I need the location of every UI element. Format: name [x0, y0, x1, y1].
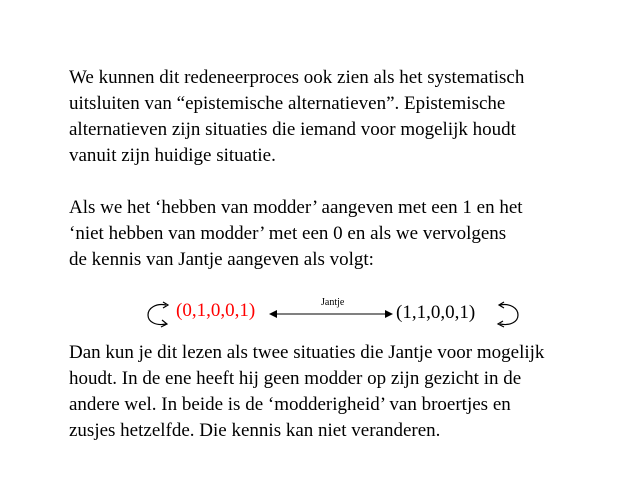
- text-line: de kennis van Jantje aangeven als volgt:: [69, 249, 374, 270]
- paragraph-interpretation: [69, 340, 629, 444]
- diagram-graphics: [0, 288, 640, 338]
- left-reflexive-loop-icon: [148, 302, 168, 327]
- text-line: houdt. In de ene heeft hij geen modder op zijn gezicht in de: [69, 368, 522, 389]
- text-line: zusjes hetzelfde. Die kennis kan niet veranderen.: [69, 420, 441, 441]
- state-right: (1,1,0,0,1): [396, 302, 476, 323]
- paragraph-mud-encoding: [69, 195, 629, 273]
- state-left: (0,1,0,0,1): [176, 300, 256, 321]
- text-line: ‘niet hebben van modder’ met een 0 en als we vervolgens: [69, 223, 507, 244]
- text-line: andere wel. In beide is de ‘modderigheid’ van broertjes en: [69, 394, 511, 415]
- text-line: alternatieven zijn situaties die iemand voor mogelijk houdt: [69, 119, 516, 140]
- text-line: Dan kun je dit lezen als twee situaties die Jantje voor mogelijk: [69, 342, 545, 363]
- paragraph-epistemic-alternatives: [69, 65, 629, 169]
- text-line: Als we het ‘hebben van modder’ aangeven met een 1 en het: [69, 197, 523, 218]
- text-line: We kunnen dit redeneerproces ook zien als het systematisch: [69, 67, 525, 88]
- text-line: uitsluiten van “epistemische alternatieven”. Epistemische: [69, 93, 506, 114]
- knowledge-diagram: [0, 288, 640, 338]
- right-reflexive-loop-icon: [498, 302, 518, 327]
- text-line: vanuit zijn huidige situatie.: [69, 145, 276, 166]
- arrow-label: Jantje: [321, 297, 345, 308]
